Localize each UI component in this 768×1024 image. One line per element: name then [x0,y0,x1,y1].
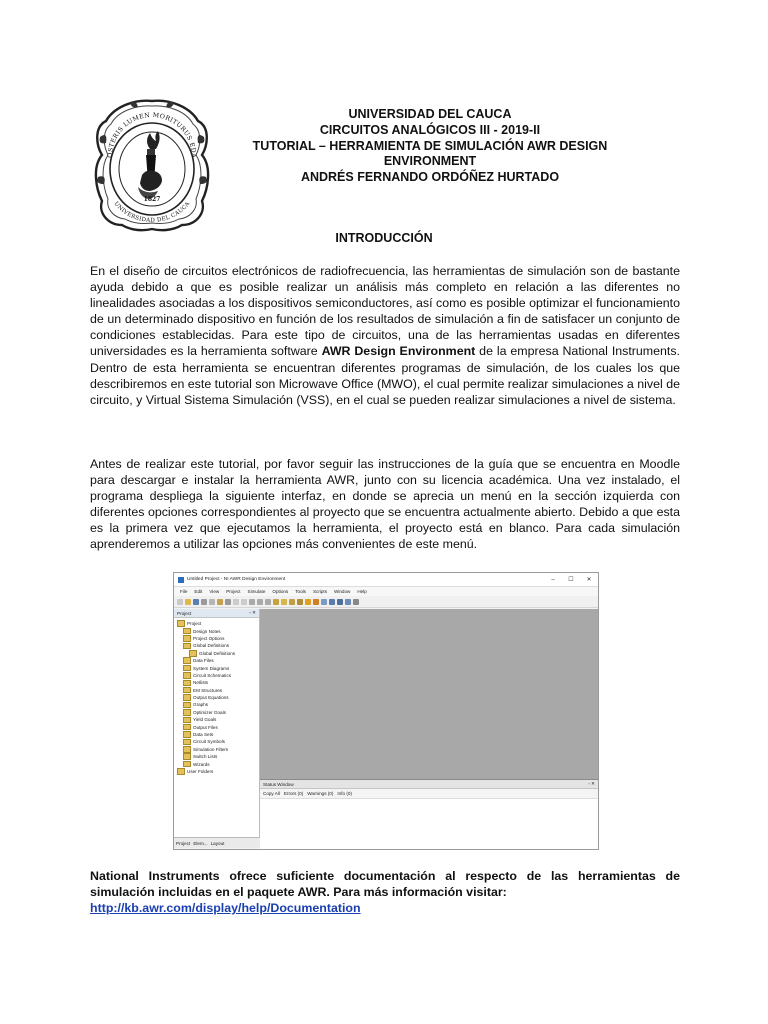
menu-tools: Tools [295,589,306,594]
app-window-title: Untitled Project - NI AWR Design Environment [187,577,286,582]
tree-item [177,694,259,701]
svg-text:UNIVERSIDAD DEL CAUCA: UNIVERSIDAD DEL CAUCA [112,200,192,224]
delete-icon [225,599,231,605]
em-icon [297,599,303,605]
tree-item [177,687,259,694]
info-filter: Info (0) [337,791,352,796]
tree-item-label: Graphs [193,702,209,708]
folder-icon [183,724,191,731]
open-icon [185,599,191,605]
copy-all-button: Copy All [263,791,280,796]
close-icon: ✕ [586,577,592,583]
tree-item-label: Yield Goals [193,717,217,723]
save-icon [193,599,199,605]
system-icon [289,599,295,605]
tree-item-label: Global Definitions [193,643,230,649]
status-toolbar [260,789,598,799]
docs-paragraph [90,868,680,916]
tree-item [177,679,259,686]
folder-icon [183,739,191,746]
folder-icon [183,702,191,709]
folder-icon [183,731,191,738]
header-university: UNIVERSIDAD DEL CAUCA [348,107,512,121]
tree-item [177,760,259,767]
tree-item-label: Circuit Symbols [193,739,225,745]
tree-item-label: Circuit Schematics [193,672,232,678]
svg-text:1827: 1827 [143,196,161,203]
panel-pin-icon: ▫ ✕ [249,610,256,615]
folder-icon [183,628,191,635]
tab-project: Project [176,840,191,846]
app-menubar [174,587,598,596]
folder-icon [189,650,197,657]
menu-scripts: Scripts [312,589,328,594]
tree-item [177,746,259,753]
schematic-icon [273,599,279,605]
simulate-icon [313,599,319,605]
project-panel-title: Project [177,610,192,616]
errors-filter: Errors (0) [283,791,304,796]
tree-item [177,701,259,708]
header-tutorial-title-cont: ENVIRONMENT [383,154,477,169]
tree-item-label: Global Definitions [199,650,236,656]
status-pin-icon: ▫ ✕ [588,781,595,786]
layout-icon [329,599,335,605]
status-window-header [260,780,598,789]
zoom-out-icon [257,599,263,605]
tree-item-label: Output Equations [193,695,229,701]
status-window-title: Status Window [263,781,294,787]
tree-item-label: Design Notes [193,628,221,634]
status-window [260,779,598,850]
workspace-area [260,609,598,779]
header-tutorial-title: TUTORIAL – HERRAMIENTA DE SIMULACIÓN AWR DESIGN [252,138,608,153]
warnings-filter: Warnings (0) [307,791,334,796]
folder-icon [183,665,191,672]
tab-layout: Layout [210,840,225,846]
maximize-icon: ☐ [568,577,574,583]
install-paragraph: Antes de realizar este tutorial, por favor seguir las instrucciones de la guía que se encuentra en Moodle para descargar e instalar la herramienta AWR, junto con su licencia académica. Una vez instalado, el programa despliega la siguiente interfaz, en donde se aprecia un menú en la sección izquierda con diferentes opciones correspondientes al proyecto que se encuentra actualmente abierto. Debido a que esta es la primera vez que ejecutamos la herramienta, el proyecto está en blanco. Para cada simulación aprenderemos a utilizar las opciones más convenientes de este menú. [90,457,680,552]
new-icon [177,599,183,605]
tree-item [177,716,259,723]
tree-item [177,650,259,657]
intro-text-bold: AWR Design Environment [321,344,476,359]
copy-icon [209,599,215,605]
app-titlebar [174,573,598,587]
svg-text:POSTERIS LUMEN MORITURUS EDAT: OSTERIS LUMEN MORITURUS EDA [106,111,198,158]
tree-item [177,635,259,642]
intro-paragraph [90,263,680,408]
left-panel-tabs [174,837,261,848]
paste-icon [217,599,223,605]
tree-item-label: Netlists [193,680,209,686]
tree-item [177,627,259,634]
menu-options: Options [272,589,289,594]
folder-icon [183,753,191,760]
help-icon [353,599,359,605]
tree-item-label: Switch Lists [193,754,218,760]
menu-project: Project [226,589,241,594]
menu-view: View [209,589,220,594]
report-icon [337,599,343,605]
folder-icon [183,694,191,701]
undo-icon [233,599,239,605]
zoom-in-icon [249,599,255,605]
tree-item-label: Wizards [193,761,210,767]
project-panel [174,609,260,848]
tree-item [177,738,259,745]
menu-file: File [180,589,188,594]
tab-elements: Elem... [193,840,208,846]
tree-item [177,642,259,649]
folder-icon [183,680,191,687]
menu-window: Window [334,589,351,594]
tree-item-label: Project Options [193,635,225,641]
app-toolbar [174,596,598,608]
folder-icon [183,717,191,724]
tree-item-label: Data Files [193,658,214,664]
cut-icon [201,599,207,605]
tree-item-label: Output Files [193,724,218,730]
tree-item-label: User Folders [187,769,214,774]
tree-item [177,768,259,775]
graph-icon [281,599,287,605]
tree-item [177,753,259,760]
app-logo-icon [178,577,184,583]
folder-icon [183,643,191,650]
tree-item [177,709,259,716]
folder-icon [183,657,191,664]
university-seal-logo [90,97,214,234]
awr-screenshot [173,572,599,850]
header-course: CIRCUITOS ANALÓGICOS III - 2019-II [319,122,541,137]
tree-item [177,657,259,664]
docs-text: National Instruments ofrece suficiente documentación al respecto de las herramientas de simulación incluidas en el paquete AWR. Para más información visitar: [90,869,680,900]
header-author: ANDRÉS FERNANDO ORDÓÑEZ HURTADO [300,170,560,185]
folder-icon [183,709,191,716]
minimize-icon: – [551,576,555,583]
folder-icon [177,620,185,627]
intro-text-a: En el diseño de circuitos electrónicos de radiofrecuencia, las herramientas de simulación son de bastante ayuda debido a que es posible realizar un análisis más completo en relación a las diferentes no linealidades asociadas a los dispositivos semiconductores, así como es posible optimizar el funcionamiento de un determinado dispositivo en función de los resultados de simulación a fin de satisfacer un conjunto de condiciones establecidas. Para este tipo de circuitos, una de las herramientas usadas en diferentes universidades es la herramienta software [90,264,680,359]
folder-icon [183,687,191,694]
tree-item-label: Data Sets [193,732,214,738]
tree-item-label: Optimizer Goals [193,709,226,715]
tree-item [177,664,259,671]
zoom-fit-icon [265,599,271,605]
document-header [240,107,620,186]
folder-icon [183,761,191,768]
folder-icon [183,672,191,679]
tree-item [177,672,259,679]
intro-text-b: de la empresa National Instruments. Dentro de esta herramienta se encuentran diferentes programas de simulación, de los cuales los que describiremos en este tutorial son Microwave Office (MWO), el cual permite realizar simulaciones a nivel de circuito, y Virtual Sistema Simulación (VSS), en el cual se pueden realizar simulaciones a nivel de sistema. [90,344,680,407]
menu-help: Help [357,589,367,594]
menu-edit: Edit [194,589,203,594]
tree-item-label: System Diagrams [193,665,230,671]
tree-item-label: Simulation Filters [193,746,229,752]
project-panel-header [174,609,259,618]
tree-item [177,731,259,738]
tune-icon [305,599,311,605]
folder-icon [183,746,191,753]
menu-simulate: Simulate [247,589,266,594]
tree-item-label: EM Structures [193,687,223,693]
project-tree [174,618,259,775]
folder-icon [177,768,185,775]
section-title: INTRODUCCIÓN [335,231,433,245]
documentation-link[interactable]: http://kb.awr.com/display/help/Documentation [90,901,361,916]
tree-item-label: Project [187,621,202,627]
redo-icon [241,599,247,605]
tree-item [177,620,259,627]
folder-icon [183,635,191,642]
measure-icon [345,599,351,605]
tree-item [177,723,259,730]
optimize-icon [321,599,327,605]
